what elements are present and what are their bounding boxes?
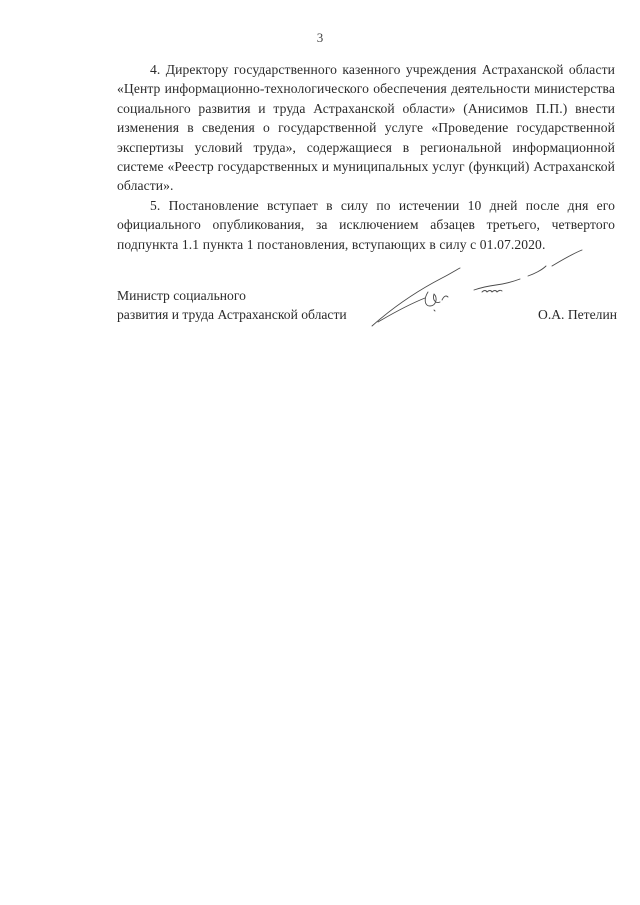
handwritten-signature [370, 248, 585, 330]
document-body [117, 60, 615, 254]
signatory-title-line-1: Министр социального [117, 288, 246, 303]
signatory-title-line-2: развития и труда Астраханской области [117, 307, 347, 323]
paragraph-4: 4. Директору государственного казенного учреждения Астраханской области «Центр информационно-технологического обеспечения деятельности министерства социального развития и труда Астраханской области» (Анисимов П.П.) внести изменения в сведения о государственной услуге «Проведение государственной экспертизы условий труда», содержащиеся в региональной информационной системе «Реестр государственных и муниципальных услуг (функций) Астраханской области». [117, 62, 615, 194]
paragraph-5: 5. Постановление вступает в силу по истечении 10 дней после дня его официального опубликования, за исключением абзацев третьего, четвертого подпункта 1.1 пункта 1 постановления, вступающих в силу с 01.07.2020. [117, 197, 615, 252]
signatory-name: О.А. Петелин [538, 307, 617, 323]
page-number: 3 [316, 30, 324, 45]
